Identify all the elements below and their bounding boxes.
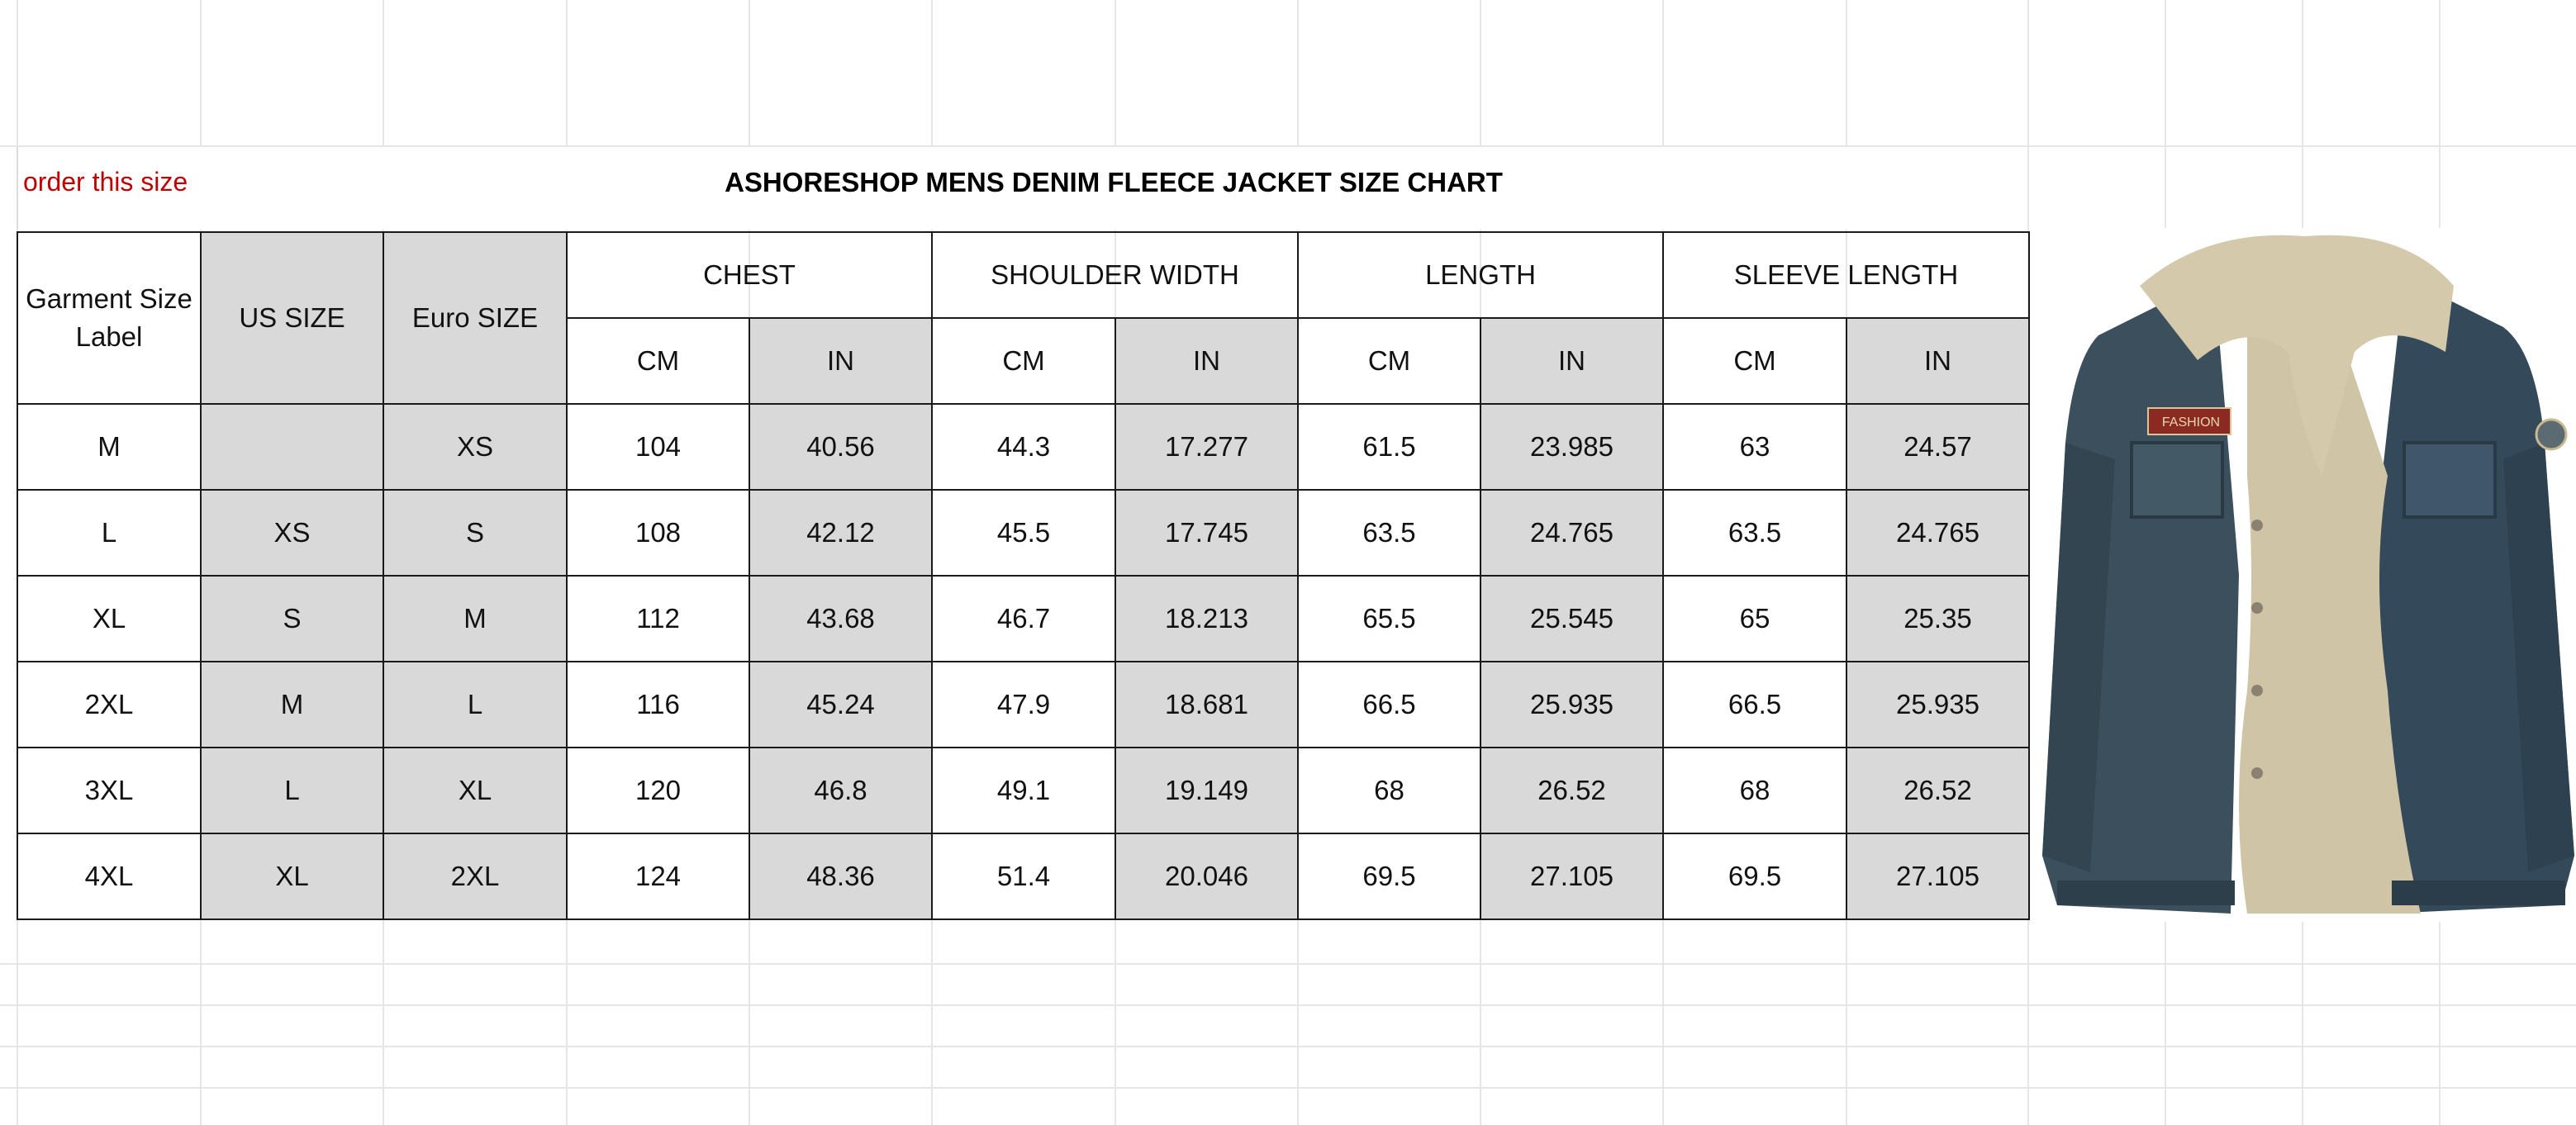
header-garment-size: Garment Size Label — [17, 232, 201, 404]
table-cell: XL — [201, 833, 383, 919]
chart-title: ASHORESHOP MENS DENIM FLEECE JACKET SIZE CHART — [725, 167, 1503, 197]
table-row — [17, 748, 2029, 833]
table-cell: 46.8 — [749, 748, 932, 833]
table-row — [17, 490, 2029, 576]
table-cell: 26.52 — [1480, 748, 1663, 833]
header-euro-size: Euro SIZE — [383, 232, 567, 404]
table-cell: 25.935 — [1480, 662, 1663, 748]
table-cell: 40.56 — [749, 404, 932, 490]
table-cell: 116 — [567, 662, 749, 748]
table-cell: 120 — [567, 748, 749, 833]
header-chest: CHEST — [567, 232, 932, 318]
jacket-image — [2041, 228, 2576, 922]
unit-header: IN — [1846, 318, 2029, 404]
table-cell: XS — [383, 404, 567, 490]
table-cell: 2XL — [383, 833, 567, 919]
unit-header: CM — [1298, 318, 1480, 404]
table-cell: 104 — [567, 404, 749, 490]
unit-header: IN — [1115, 318, 1298, 404]
table-cell: 17.277 — [1115, 404, 1298, 490]
header-shoulder-width: SHOULDER WIDTH — [932, 232, 1298, 318]
table-row — [17, 833, 2029, 919]
patch-image — [2148, 408, 2231, 434]
table-cell: 108 — [567, 490, 749, 576]
table-cell: 20.046 — [1115, 833, 1298, 919]
table-cell: XS — [201, 490, 383, 576]
table-cell: 44.3 — [932, 404, 1115, 490]
header-length: LENGTH — [1298, 232, 1663, 318]
table-cell: 124 — [567, 833, 749, 919]
table-cell: 66.5 — [1663, 662, 1846, 748]
table-cell: 66.5 — [1298, 662, 1480, 748]
table-cell: 45.24 — [749, 662, 932, 748]
unit-header: CM — [932, 318, 1115, 404]
unit-header: IN — [1480, 318, 1663, 404]
table-cell: 65.5 — [1298, 576, 1480, 662]
table-row — [17, 404, 2029, 490]
header-us-size: US SIZE — [201, 232, 383, 404]
table-cell: XL — [383, 748, 567, 833]
table-cell: M — [201, 662, 383, 748]
table-cell: 68 — [1663, 748, 1846, 833]
table-cell: 63 — [1663, 404, 1846, 490]
table-cell: 19.149 — [1115, 748, 1298, 833]
unit-header: CM — [1663, 318, 1846, 404]
table-cell: 23.985 — [1480, 404, 1663, 490]
table-cell: 46.7 — [932, 576, 1115, 662]
table-cell: L — [201, 748, 383, 833]
table-cell: 61.5 — [1298, 404, 1480, 490]
svg-text:FASHION: FASHION — [2161, 415, 2221, 430]
table-row — [17, 576, 2029, 662]
table-cell: 68 — [1298, 748, 1480, 833]
table-cell: 25.545 — [1480, 576, 1663, 662]
table-cell: L — [17, 490, 201, 576]
unit-header: IN — [749, 318, 932, 404]
table-cell: 4XL — [17, 833, 201, 919]
table-cell: XL — [17, 576, 201, 662]
table-cell: 47.9 — [932, 662, 1115, 748]
table-cell: 24.57 — [1846, 404, 2029, 490]
table-cell: 25.35 — [1846, 576, 2029, 662]
table-cell: 25.935 — [1846, 662, 2029, 748]
table-cell: 51.4 — [932, 833, 1115, 919]
table-cell: 63.5 — [1298, 490, 1480, 576]
table-cell: 17.745 — [1115, 490, 1298, 576]
table-cell: 63.5 — [1663, 490, 1846, 576]
table-cell: 45.5 — [932, 490, 1115, 576]
table-cell: 24.765 — [1846, 490, 2029, 576]
table-cell: L — [383, 662, 567, 748]
table-cell — [201, 404, 383, 490]
table-cell: 2XL — [17, 662, 201, 748]
table-cell: 65 — [1663, 576, 1846, 662]
table-cell: 69.5 — [1663, 833, 1846, 919]
size-chart-table — [17, 231, 2030, 920]
table-cell: S — [201, 576, 383, 662]
table-row — [17, 662, 2029, 748]
table-cell: 3XL — [17, 748, 201, 833]
order-size-label: order this size — [23, 167, 188, 197]
table-cell: 18.213 — [1115, 576, 1298, 662]
table-cell: 42.12 — [749, 490, 932, 576]
table-cell: 18.681 — [1115, 662, 1298, 748]
unit-header: CM — [567, 318, 749, 404]
table-cell: 43.68 — [749, 576, 932, 662]
table-cell: 112 — [567, 576, 749, 662]
table-cell: M — [17, 404, 201, 490]
header-sleeve-length: SLEEVE LENGTH — [1663, 232, 2029, 318]
table-cell: 26.52 — [1846, 748, 2029, 833]
table-cell: 24.765 — [1480, 490, 1663, 576]
table-cell: 48.36 — [749, 833, 932, 919]
table-cell: 27.105 — [1846, 833, 2029, 919]
table-cell: 69.5 — [1298, 833, 1480, 919]
table-cell: 27.105 — [1480, 833, 1663, 919]
table-cell: S — [383, 490, 567, 576]
table-cell: 49.1 — [932, 748, 1115, 833]
table-cell: M — [383, 576, 567, 662]
